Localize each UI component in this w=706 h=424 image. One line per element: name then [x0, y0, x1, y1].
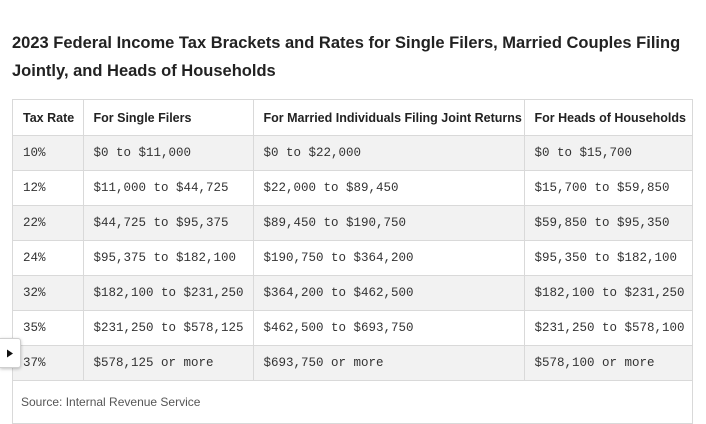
- cell-married: $364,200 to $462,500: [253, 276, 524, 311]
- cell-head: $59,850 to $95,350: [524, 206, 692, 241]
- table-header-row: [13, 100, 692, 136]
- table-row: [13, 241, 692, 276]
- cell-married: $693,750 or more: [253, 346, 524, 381]
- table-row: [13, 346, 692, 381]
- cell-tax-rate: 12%: [13, 171, 83, 206]
- cell-married: $0 to $22,000: [253, 136, 524, 171]
- header-tax-rate: Tax Rate: [13, 100, 83, 136]
- source-note: Source: Internal Revenue Service: [13, 381, 692, 423]
- header-single-filers: For Single Filers: [83, 100, 253, 136]
- cell-head: $0 to $15,700: [524, 136, 692, 171]
- header-heads-of-households: For Heads of Households: [524, 100, 692, 136]
- cell-tax-rate: 10%: [13, 136, 83, 171]
- cell-head: $182,100 to $231,250: [524, 276, 692, 311]
- cell-single: $231,250 to $578,125: [83, 311, 253, 346]
- table-row: [13, 276, 692, 311]
- cell-married: $462,500 to $693,750: [253, 311, 524, 346]
- cell-married: $89,450 to $190,750: [253, 206, 524, 241]
- cell-head: $95,350 to $182,100: [524, 241, 692, 276]
- table-row: [13, 311, 692, 346]
- cell-married: $190,750 to $364,200: [253, 241, 524, 276]
- page-title: 2023 Federal Income Tax Brackets and Rates for Single Filers, Married Couples Filing Jointly, and Heads of Households: [12, 34, 681, 80]
- cell-tax-rate: 37%: [13, 346, 83, 381]
- cell-tax-rate: 24%: [13, 241, 83, 276]
- cell-single: $578,125 or more: [83, 346, 253, 381]
- cell-tax-rate: 22%: [13, 206, 83, 241]
- play-arrow-icon: [6, 349, 14, 358]
- cell-married: $22,000 to $89,450: [253, 171, 524, 206]
- table-row: [13, 171, 692, 206]
- side-expand-tab[interactable]: [0, 338, 21, 368]
- cell-tax-rate: 35%: [13, 311, 83, 346]
- cell-head: $231,250 to $578,100: [524, 311, 692, 346]
- cell-tax-rate: 32%: [13, 276, 83, 311]
- table-row: [13, 206, 692, 241]
- cell-single: $44,725 to $95,375: [83, 206, 253, 241]
- cell-single: $95,375 to $182,100: [83, 241, 253, 276]
- cell-single: $11,000 to $44,725: [83, 171, 253, 206]
- tax-table: [13, 100, 692, 381]
- cell-head: $578,100 or more: [524, 346, 692, 381]
- header-married-joint: For Married Individuals Filing Joint Returns: [253, 100, 524, 136]
- table-row: [13, 136, 692, 171]
- cell-single: $182,100 to $231,250: [83, 276, 253, 311]
- tax-bracket-table: [12, 99, 693, 424]
- cell-single: $0 to $11,000: [83, 136, 253, 171]
- cell-head: $15,700 to $59,850: [524, 171, 692, 206]
